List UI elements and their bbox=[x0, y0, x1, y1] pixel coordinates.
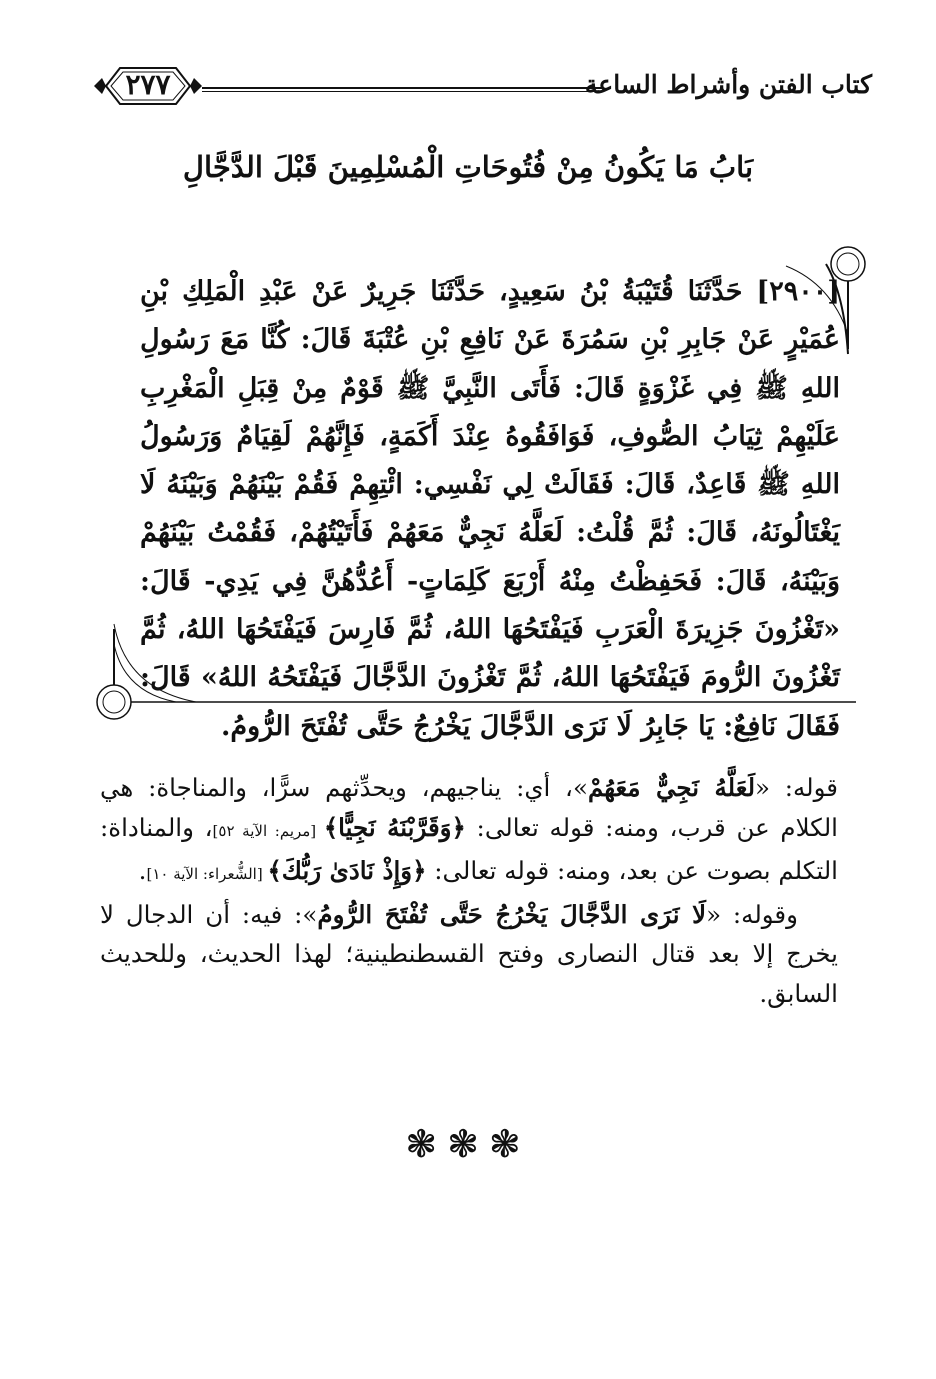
running-header bbox=[92, 62, 872, 112]
quran-verse: ﴿وَقَرَّبْنَهُ نَجِيًّا﴾ bbox=[323, 812, 466, 842]
quoted-phrase: لَعَلَّهُ نَجِيٌّ مَعَهُمْ bbox=[587, 773, 756, 802]
commentary-text: . bbox=[138, 856, 147, 885]
commentary-text: »: فيه: أن الدجال لا يخرج إلا بعد قتال النصارى وفتح القسطنطينية؛ لهذا الحديث، وللحديث السابق. bbox=[100, 899, 838, 1008]
chapter-title: بَابُ مَا يَكُونُ مِنْ فُتُوحَاتِ الْمُسْلِمِينَ قَبْلَ الدَّجَّالِ bbox=[182, 150, 754, 184]
section-end-ornament: ❃❃❃ bbox=[405, 1122, 531, 1166]
header-rule bbox=[202, 87, 602, 92]
verse-reference: [مريم: الآية ٥٢] bbox=[212, 821, 324, 840]
commentary-text: ، والمناداة: التكلم بصوت عن بعد، ومنه: قوله تعالى: bbox=[100, 812, 838, 885]
commentary-text: وقوله: « bbox=[706, 899, 798, 929]
commentary-text: قوله: « bbox=[755, 773, 838, 802]
quran-verse: ﴿وَإِذْ نَادَىٰ رَبُّكَ﴾ bbox=[267, 856, 427, 885]
verse-reference: [الشُّعراء: الآية ١٠] bbox=[146, 865, 268, 883]
commentary-paragraph bbox=[100, 768, 838, 895]
commentary-paragraph bbox=[100, 895, 838, 1014]
commentary-text: »، أي: يناجيهم، ويحدِّثهم سرًّا، والمناجاة: هي الكلام عن قرب، ومنه: قوله تعالى: bbox=[100, 773, 838, 842]
page-number-frame bbox=[92, 62, 204, 110]
page-number: ٢٧٧ bbox=[125, 68, 171, 101]
commentary bbox=[100, 768, 838, 1013]
hadith-text: [٢٩٠٠] حَدَّثَنَا قُتَيْبَةُ بْنُ سَعِيدٍ، حَدَّثَنَا جَرِيرٌ عَنْ عَبْدِ الْمَلِكِ بْنِ عُمَيْرٍ عَنْ جَابِرِ بْنِ سَمُرَةَ عَنْ نَافِعِ بْنِ عُتْبَةَ قَالَ: كُنَّا مَعَ رَسُولِ اللهِ ﷺ فِي غَزْوَةٍ قَالَ: فَأَتَى النَّبِيَّ ﷺ قَوْمٌ مِنْ قِبَلِ الْمَغْرِبِ عَلَيْهِمْ ثِيَابُ الصُّوفِ، فَوَافَقُوهُ عِنْدَ أَكَمَةٍ، فَإِنَّهُمْ لَقِيَامٌ وَرَسُولُ اللهِ ﷺ قَاعِدٌ، قَالَ: فَقَالَتْ لِي نَفْسِي: ائْتِهِمْ فَقُمْ بَيْنَهُمْ وَبَيْنَهُ لَا يَغْتَالُونَهُ، قَالَ: ثُمَّ قُلْتُ: لَعَلَّهُ نَجِيٌّ مَعَهُمْ فَأَتَيْتُهُمْ، فَقُمْتُ بَيْنَهُمْ وَبَيْنَهُ، قَالَ: فَحَفِظْتُ مِنْهُ أَرْبَعَ كَلِمَاتٍ- أَعُدُّهُنَّ فِي يَدِي- قَالَ: «تَغْزُونَ جَزِيرَةَ الْعَرَبِ فَيَفْتَحُهَا اللهُ، ثُمَّ فَارِسَ فَيَفْتَحُهَا اللهُ، ثُمَّ تَغْزُونَ الرُّومَ فَيَفْتَحُهَا اللهُ، ثُمَّ تَغْزُونَ الدَّجَّالَ فَيَفْتَحُهُ اللهُ» قَالَ: فَقَالَ نَافِعٌ: يَا جَابِرُ لَا نَرَى الدَّجَّالَ يَخْرُجُ حَتَّى تُفْتَحَ الرُّومُ. bbox=[140, 276, 840, 742]
quoted-phrase: لَا نَرَى الدَّجَّالَ يَخْرُجُ حَتَّى تُفْتَحَ الرُّومُ bbox=[317, 899, 707, 929]
book-title: كتاب الفتن وأشراط الساعة bbox=[584, 70, 872, 99]
